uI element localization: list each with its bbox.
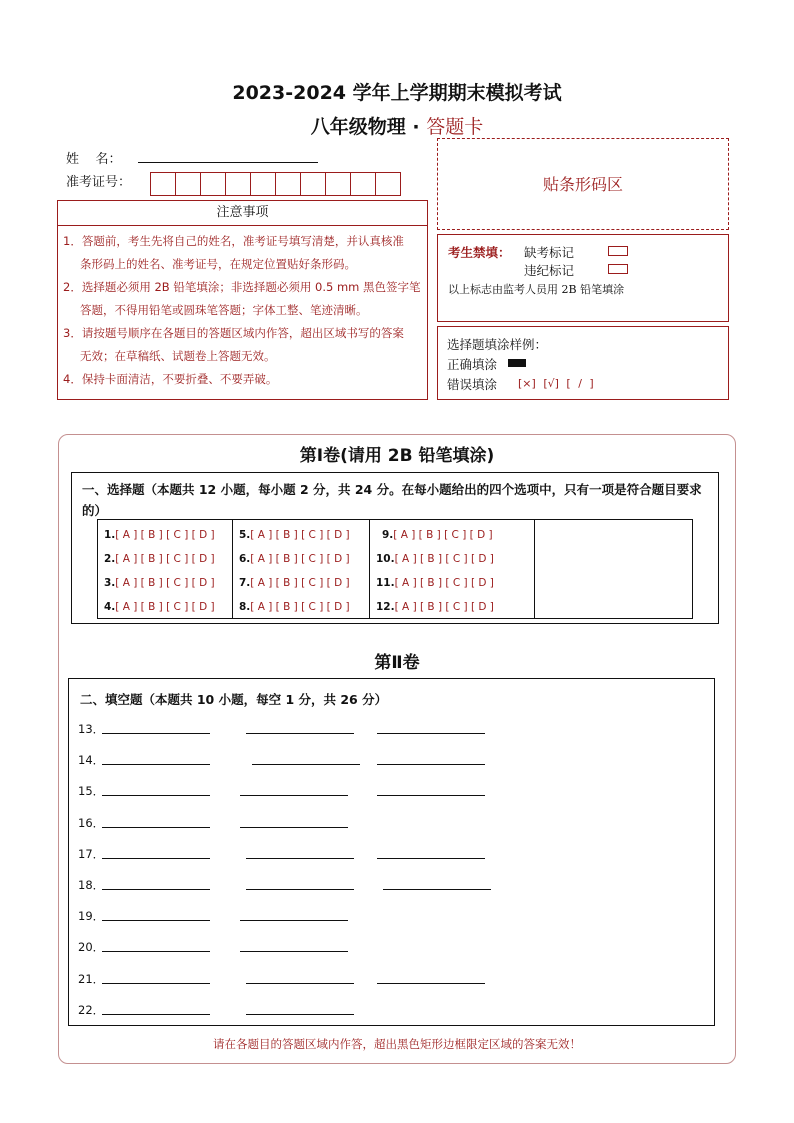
correct-fill-label: 正确填涂 [447,357,498,372]
violation-mark-box[interactable] [608,264,628,274]
id-digit-box[interactable] [301,173,326,195]
id-digit-box[interactable] [251,173,276,195]
sample-box [437,326,729,400]
card-title [0,112,794,139]
barcode-label: 贴条形码区 [542,175,623,194]
choice-column-2 [233,520,370,618]
answer-blank[interactable] [377,983,485,984]
id-digit-box[interactable] [351,173,376,195]
answer-blank[interactable] [246,983,354,984]
answer-blank[interactable] [102,983,210,984]
fill-rows [78,721,698,1021]
answer-blank[interactable] [246,889,354,890]
fill-question-number: 15． [78,784,105,799]
answer-blank[interactable] [102,920,210,921]
fill-question-number: 18． [78,878,105,892]
choice-row[interactable]: 12.[ A ] [ B ] [ C ] [ D ] [376,601,494,613]
choice-question-box [71,472,719,624]
violation-mark-label: 违纪标记 [524,263,575,278]
fill-question-number: 22． [78,1002,105,1017]
exam-id-label: 准考证号： [66,175,132,190]
card-type: 答题卡 [426,116,484,138]
subject-name: 八年级物理 [310,116,406,138]
wrong-fill-label: 错误填涂 [447,377,498,392]
answer-blank[interactable] [377,858,485,859]
choice-row[interactable]: 6.[ A ] [ B ] [ C ] [ D ] [239,553,350,565]
sample-title: 选择题填涂样例： [447,337,548,352]
forbidden-label: 考生禁填： [448,245,511,260]
answer-blank[interactable] [246,858,354,859]
id-digit-box[interactable] [326,173,351,195]
answer-blank[interactable] [102,795,210,796]
answer-blank[interactable] [240,951,348,952]
section2-title: 第Ⅱ卷 [374,653,420,673]
title-separator: · [412,116,420,138]
fill-question-number: 16． [78,815,105,830]
exam-title: 2023-2024 学年上学期期末模拟考试 [232,82,562,104]
wrong-fill-marks: [×] [√] [ / ] [518,377,594,390]
fill-question-number: 17． [78,846,105,861]
notice-item-2: 2．选择题必须用 2B 铅笔填涂；非选择题必须用 0.5 mm 黑色签字笔 答题，不得用铅笔或圆珠笔答题；字体工整、笔迹清晰。 [63,280,421,317]
forbidden-note: 以上标志由监考人员用 2B 铅笔填涂 [448,283,625,296]
id-digit-box[interactable] [376,173,400,195]
answer-blank[interactable] [240,795,348,796]
id-digit-box[interactable] [226,173,251,195]
answer-blank[interactable] [102,951,210,952]
choice-row[interactable]: 5.[ A ] [ B ] [ C ] [ D ] [239,529,350,541]
id-digit-box[interactable] [151,173,176,195]
choice-row[interactable]: 8.[ A ] [ B ] [ C ] [ D ] [239,601,350,613]
notice-title: 注意事项 [58,201,427,226]
answer-blank[interactable] [102,858,210,859]
name-field[interactable] [138,162,318,163]
absent-mark-box[interactable] [608,246,628,256]
barcode-area [437,138,729,230]
id-digit-box[interactable] [276,173,301,195]
answer-blank[interactable] [102,889,210,890]
answer-blank[interactable] [246,733,354,734]
notice-item-4: 4．保持卡面清洁，不要折叠、不要弄破。 [63,372,278,386]
fill-question-number: 21． [78,971,105,986]
answer-blank[interactable] [377,795,485,796]
fill-instruction: 二、填空题（本题共 10 小题，每空 1 分，共 26 分） [80,692,388,707]
section1-title: 第Ⅰ卷(请用 2B 铅笔填涂) [299,446,495,466]
choice-column-3 [370,520,535,618]
exam-id-boxes[interactable] [150,172,401,196]
answer-blank[interactable] [240,920,348,921]
choice-row[interactable]: 3.[ A ] [ B ] [ C ] [ D ] [104,577,215,589]
choice-row[interactable]: 9.[ A ] [ B ] [ C ] [ D ] [382,529,493,541]
fill-question-box [68,678,715,1026]
answer-blank[interactable] [240,827,348,828]
choice-column-1 [98,520,233,618]
choice-row[interactable]: 11.[ A ] [ B ] [ C ] [ D ] [376,577,494,589]
absent-mark-label: 缺考标记 [524,245,575,260]
fill-question-number: 19． [78,909,105,924]
choice-row[interactable]: 1.[ A ] [ B ] [ C ] [ D ] [104,529,215,541]
fill-question-number: 14． [78,753,105,768]
answer-blank[interactable] [383,889,491,890]
footer-note: 请在各题目的答题区域内作答，超出黑色矩形边框限定区域的答案无效！ [213,1037,581,1051]
id-digit-box[interactable] [201,173,226,195]
notice-item-3: 3．请按题号顺序在各题目的答题区域内作答，超出区域书写的答案 无效；在草稿纸、试题卷上答题无效。 [63,326,404,363]
answer-blank[interactable] [102,764,210,765]
notice-item-1: 1．答题前，考生先将自己的姓名，准考证号填写清楚，并认真核准 条形码上的姓名、准考证号，在规定位置贴好条形码。 [63,234,404,271]
fill-question-number: 20． [78,940,105,955]
choice-row[interactable]: 10.[ A ] [ B ] [ C ] [ D ] [376,553,494,565]
answer-blank[interactable] [102,1014,210,1015]
answer-blank[interactable] [252,764,360,765]
answer-blank[interactable] [377,764,485,765]
answer-blank[interactable] [377,733,485,734]
fill-question-number: 13． [78,722,105,736]
choice-instruction: 一、选择题（本题共 12 小题，每小题 2 分，共 24 分。在每小题给出的四个选项中，只有一项是符合题目要求的） [82,482,702,518]
choice-row[interactable]: 7.[ A ] [ B ] [ C ] [ D ] [239,577,350,589]
answer-blank[interactable] [246,1014,354,1015]
correct-fill-sample [508,359,526,367]
choice-column-empty [535,520,692,618]
forbidden-box [437,234,729,322]
name-label: 姓 名： [66,152,122,167]
choice-grid [97,519,693,619]
answer-blank[interactable] [102,733,210,734]
notice-box [57,200,428,400]
choice-row[interactable]: 4.[ A ] [ B ] [ C ] [ D ] [104,601,215,613]
choice-row[interactable]: 2.[ A ] [ B ] [ C ] [ D ] [104,553,215,565]
answer-blank[interactable] [102,827,210,828]
id-digit-box[interactable] [176,173,201,195]
